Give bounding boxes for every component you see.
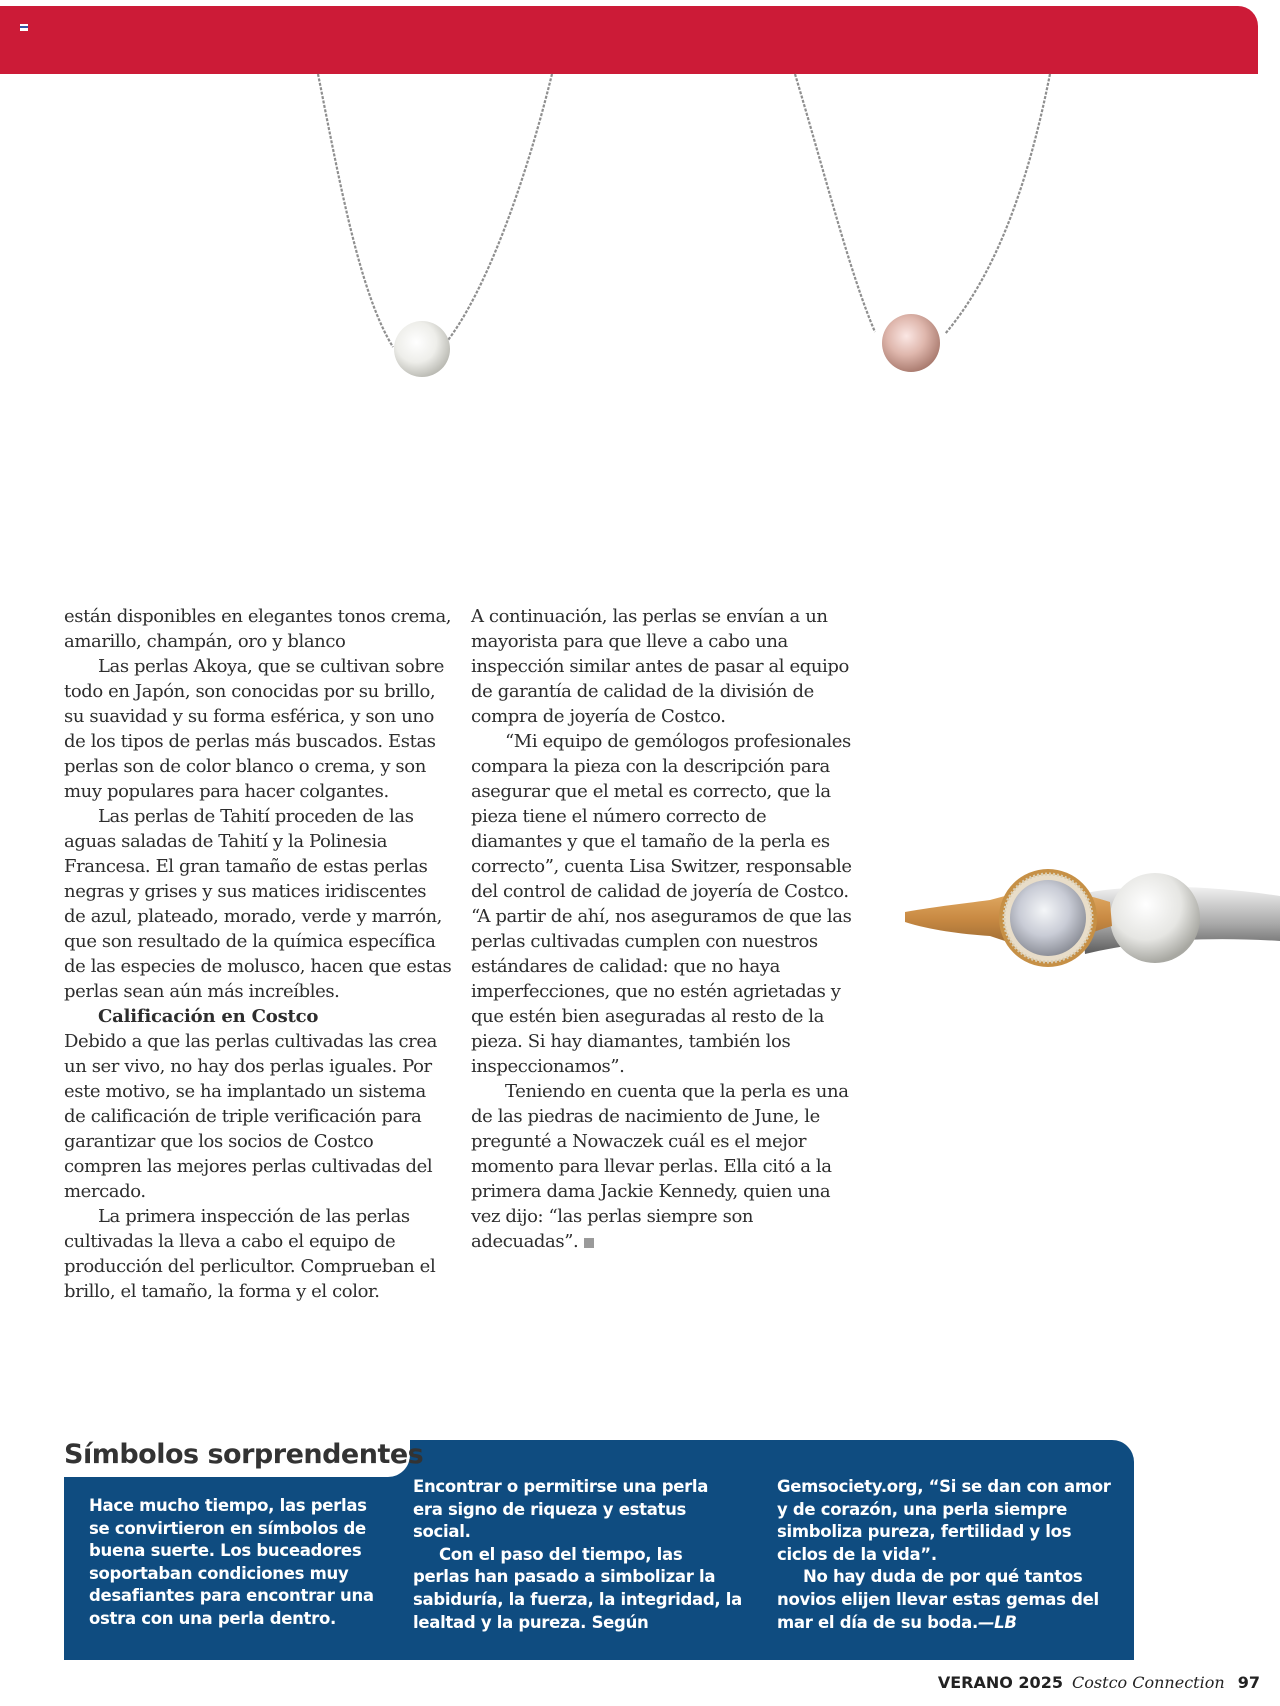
- article-paragraph: Las perlas de Tahití proceden de las aguas saladas de Tahití y la Polinesia Francesa. El gran tamaño de estas perlas negras y grises y sus matices iridiscentes de azul, plateado, morado, verde y marrón, que son resultado de la química específica de las especies de molusco, hacen que estas perlas sean aún más increíbles.: [64, 806, 452, 1002]
- header-band: [0, 6, 1258, 74]
- article-paragraph: Debido a que las perlas cultivadas las crea un ser vivo, no hay dos perlas iguales. Por este motivo, se ha implantado un sistema de calificación de triple verificación para garantizar que los socios de Costco compren las mejores perlas cultivadas del mercado.: [64, 1031, 437, 1202]
- section-subhead: Calificación en Costco: [98, 1006, 319, 1027]
- sidebar-column-2: [413, 1476, 743, 1634]
- sidebar-paragraph: Hace mucho tiempo, las perlas se convirtieron en símbolos de buena suerte. Los buceadores soportaban condiciones muy desafiantes para encontrar una ostra con una perla dentro.: [89, 1496, 374, 1628]
- article-paragraph: Las perlas Akoya, que se cultivan sobre todo en Japón, son conocidas por su brillo, su suavidad y su forma esférica, y son uno de los tipos de perlas más buscados. Estas perlas son de color blanco o crema, y son muy populares para hacer colgantes.: [64, 656, 444, 802]
- article-column-1: [64, 604, 452, 1304]
- article-column-2: [471, 604, 856, 1254]
- magazine-name: Costco Connection: [1072, 1673, 1225, 1692]
- white-pearl: [394, 321, 450, 377]
- flag-icon: [20, 24, 28, 31]
- white-pearl-necklace-photo: [300, 74, 560, 384]
- article-paragraph-text: Teniendo en cuenta que la perla es una de las piedras de nacimiento de June, le pregunté a Nowaczek cuál es el mejor momento para llevar perlas. Ella citó a la primera dama Jackie Kennedy, quien una vez dijo: “las perlas siempre son adecuadas”.: [471, 1081, 849, 1252]
- sidebar-paragraph-text: No hay duda de por qué tantos novios elijen llevar estas gemas del mar el día de su boda.: [777, 1567, 1099, 1632]
- article-paragraph: [471, 1079, 856, 1254]
- sidebar-column-1: [89, 1495, 389, 1631]
- sidebar-paragraph: Gemsociety.org, “Si se dan con amor y de corazón, una perla siempre simboliza pureza, fertilidad y los ciclos de la vida”.: [777, 1477, 1111, 1564]
- rings-photo: [900, 866, 1280, 986]
- page-number: 97: [1237, 1673, 1260, 1692]
- article-paragraph: La primera inspección de las perlas cultivadas la lleva a cabo el equipo de producción del perlicultor. Comprueban el brillo, el tamaño, la forma y el color.: [64, 1206, 436, 1302]
- mother-of-pearl-stone: [1010, 880, 1086, 956]
- issue-label: VERANO 2025: [937, 1673, 1063, 1692]
- sidebar-paragraph: Con el paso del tiempo, las perlas han pasado a simbolizar la sabiduría, la fuerza, la integridad, la lealtad y la pureza. Según: [413, 1544, 742, 1632]
- sidebar-column-3: [777, 1476, 1117, 1634]
- article-paragraph: “Mi equipo de gemólogos profesionales compara la pieza con la descripción para asegurar que el metal es correcto, que la pieza tiene el número correcto de diamantes y que el tamaño de la perla es correcto”, cuenta Lisa Switzer, responsable del control de calidad de joyería de Costco. “A partir de ahí, nos aseguramos de que las perlas cultivadas cumplen con nuestros estándares de calidad: que no haya imperfecciones, que no estén agrietadas y que estén bien aseguradas al resto de la pieza. Si hay diamantes, también los inspeccionamos”.: [471, 731, 852, 1077]
- page-footer: [938, 1672, 1260, 1694]
- article-paragraph: A continuación, las perlas se envían a un mayorista para que lleve a cabo una inspección similar antes de pasar al equipo de garantía de calidad de la división de compra de joyería de Costco.: [471, 606, 849, 727]
- ring-pearl: [1110, 873, 1200, 963]
- end-of-article-mark-icon: [584, 1238, 594, 1248]
- article-paragraph: están disponibles en elegantes tonos crema, amarillo, champán, oro y blanco: [64, 606, 452, 652]
- pink-pearl: [882, 314, 940, 372]
- pink-pearl-necklace-photo: [785, 74, 1055, 384]
- sidebar-title: Símbolos sorprendentes: [64, 1439, 424, 1470]
- author-signoff: —LB: [977, 1612, 1017, 1632]
- sidebar-paragraph: Encontrar o permitirse una perla era signo de riqueza y estatus social.: [413, 1477, 709, 1542]
- sidebar-paragraph: [777, 1566, 1117, 1634]
